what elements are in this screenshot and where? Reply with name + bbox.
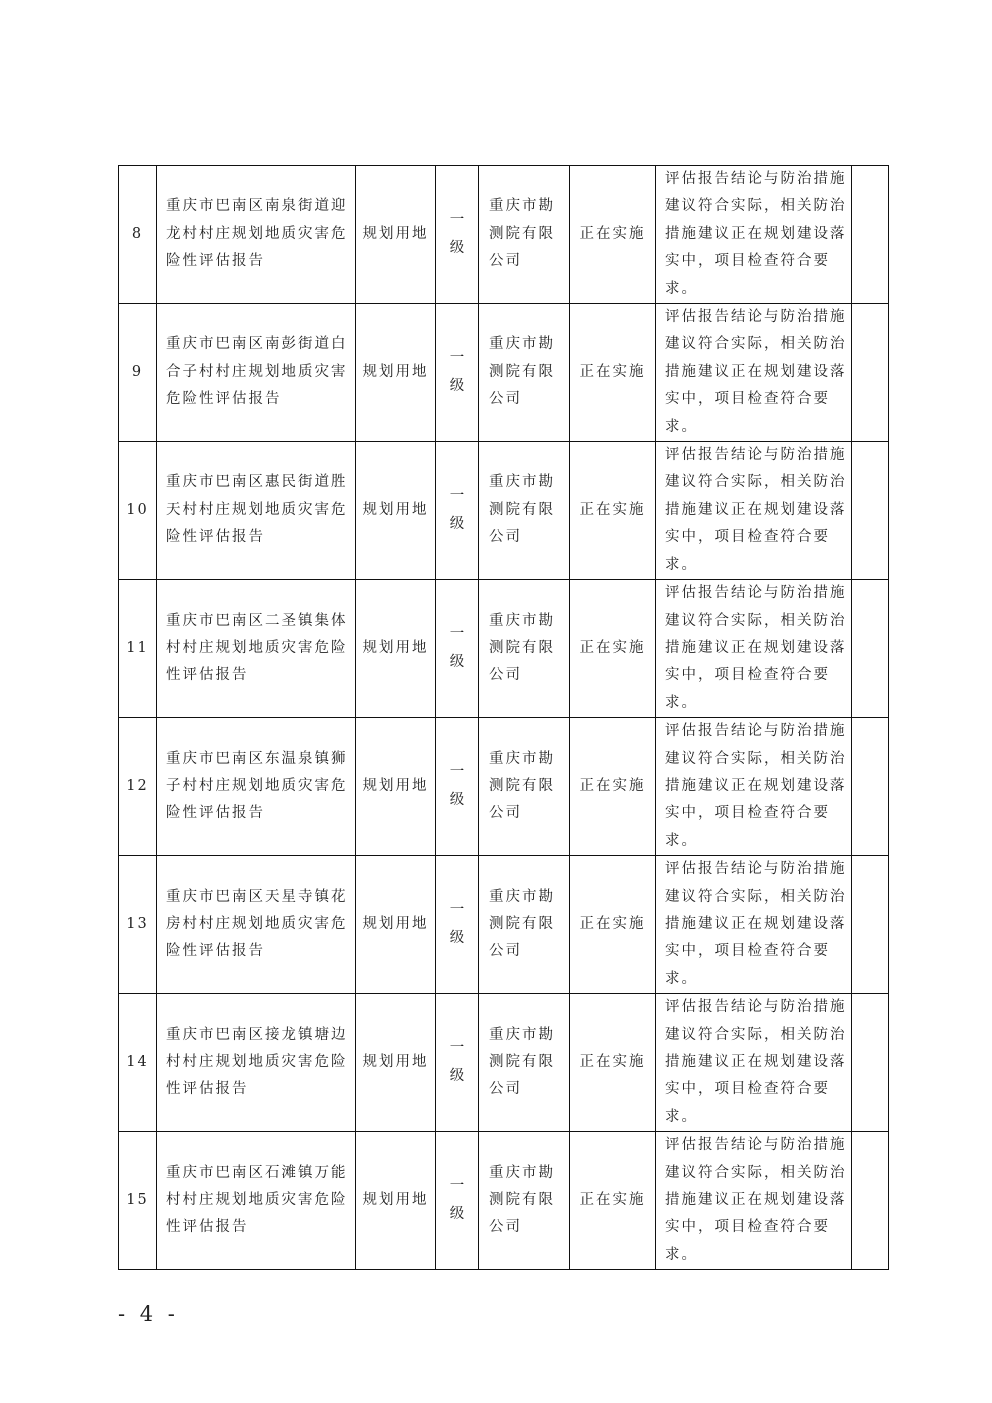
implementation-status: 正在实施 [570,580,656,718]
assessment-unit: 重庆市勘测院有限公司 [479,856,570,994]
table-row [119,442,889,580]
land-type: 规划用地 [356,166,436,304]
land-type: 规划用地 [356,994,436,1132]
assessment-grade [436,580,479,718]
remark-cell [852,304,889,442]
grade-text: 一级 [449,350,467,394]
report-name: 重庆市巴南区东温泉镇狮子村村庄规划地质灾害危险性评估报告 [157,718,356,856]
row-number: 10 [119,442,157,580]
implementation-status: 正在实施 [570,994,656,1132]
page-number: - 4 - [118,1302,179,1326]
remark-cell [852,1132,889,1270]
assessment-grade [436,166,479,304]
remark-cell [852,718,889,856]
assessment-grade [436,994,479,1132]
report-name: 重庆市巴南区二圣镇集体村村庄规划地质灾害危险性评估报告 [157,580,356,718]
inspection-conclusion: 评估报告结论与防治措施建议符合实际，相关防治措施建议正在规划建设落实中，项目检查符合要求。 [656,166,852,304]
assessment-unit: 重庆市勘测院有限公司 [479,442,570,580]
inspection-conclusion: 评估报告结论与防治措施建议符合实际，相关防治措施建议正在规划建设落实中，项目检查符合要求。 [656,994,852,1132]
table-row [119,718,889,856]
row-number: 8 [119,166,157,304]
grade-text: 一级 [449,1040,467,1084]
report-name: 重庆市巴南区南彭街道白合子村村庄规划地质灾害危险性评估报告 [157,304,356,442]
inspection-conclusion: 评估报告结论与防治措施建议符合实际，相关防治措施建议正在规划建设落实中，项目检查符合要求。 [656,442,852,580]
row-number: 14 [119,994,157,1132]
implementation-status: 正在实施 [570,304,656,442]
inspection-conclusion: 评估报告结论与防治措施建议符合实际，相关防治措施建议正在规划建设落实中，项目检查符合要求。 [656,1132,852,1270]
report-name: 重庆市巴南区南泉街道迎龙村村庄规划地质灾害危险性评估报告 [157,166,356,304]
row-number: 13 [119,856,157,994]
assessment-unit: 重庆市勘测院有限公司 [479,580,570,718]
report-name: 重庆市巴南区天星寺镇花房村村庄规划地质灾害危险性评估报告 [157,856,356,994]
assessment-unit: 重庆市勘测院有限公司 [479,304,570,442]
land-type: 规划用地 [356,304,436,442]
remark-cell [852,994,889,1132]
inspection-conclusion: 评估报告结论与防治措施建议符合实际，相关防治措施建议正在规划建设落实中，项目检查符合要求。 [656,856,852,994]
table-row [119,856,889,994]
implementation-status: 正在实施 [570,856,656,994]
remark-cell [852,856,889,994]
grade-text: 一级 [449,902,467,946]
report-name: 重庆市巴南区惠民街道胜天村村庄规划地质灾害危险性评估报告 [157,442,356,580]
table-row [119,166,889,304]
assessment-grade [436,304,479,442]
implementation-status: 正在实施 [570,1132,656,1270]
table-row [119,304,889,442]
assessment-grade [436,856,479,994]
report-name: 重庆市巴南区接龙镇塘边村村庄规划地质灾害危险性评估报告 [157,994,356,1132]
assessment-unit: 重庆市勘测院有限公司 [479,994,570,1132]
row-number: 12 [119,718,157,856]
grade-text: 一级 [449,1178,467,1222]
assessment-grade [436,1132,479,1270]
land-type: 规划用地 [356,718,436,856]
assessment-table [118,165,889,1270]
land-type: 规划用地 [356,442,436,580]
implementation-status: 正在实施 [570,718,656,856]
table-row [119,580,889,718]
assessment-unit: 重庆市勘测院有限公司 [479,1132,570,1270]
implementation-status: 正在实施 [570,166,656,304]
grade-text: 一级 [449,626,467,670]
remark-cell [852,442,889,580]
report-name: 重庆市巴南区石滩镇万能村村庄规划地质灾害危险性评估报告 [157,1132,356,1270]
implementation-status: 正在实施 [570,442,656,580]
assessment-grade [436,718,479,856]
assessment-unit: 重庆市勘测院有限公司 [479,166,570,304]
row-number: 9 [119,304,157,442]
land-type: 规划用地 [356,856,436,994]
row-number: 15 [119,1132,157,1270]
land-type: 规划用地 [356,580,436,718]
land-type: 规划用地 [356,1132,436,1270]
table-row [119,994,889,1132]
row-number: 11 [119,580,157,718]
grade-text: 一级 [449,488,467,532]
inspection-conclusion: 评估报告结论与防治措施建议符合实际，相关防治措施建议正在规划建设落实中，项目检查符合要求。 [656,304,852,442]
assessment-unit: 重庆市勘测院有限公司 [479,718,570,856]
remark-cell [852,166,889,304]
grade-text: 一级 [449,212,467,256]
grade-text: 一级 [449,764,467,808]
inspection-conclusion: 评估报告结论与防治措施建议符合实际，相关防治措施建议正在规划建设落实中，项目检查符合要求。 [656,580,852,718]
table-row [119,1132,889,1270]
assessment-grade [436,442,479,580]
remark-cell [852,580,889,718]
inspection-conclusion: 评估报告结论与防治措施建议符合实际，相关防治措施建议正在规划建设落实中，项目检查符合要求。 [656,718,852,856]
